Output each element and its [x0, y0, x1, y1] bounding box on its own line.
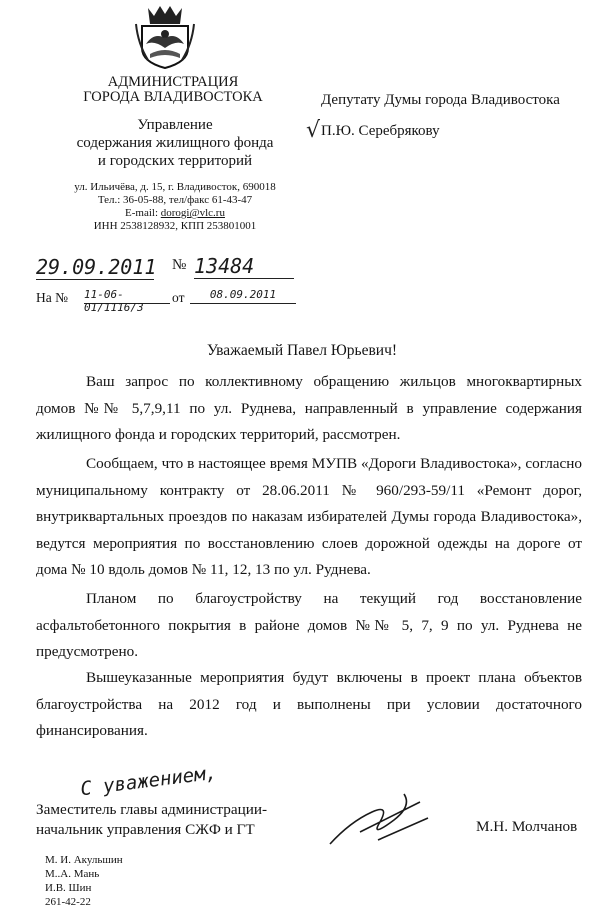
org-title: АДМИНИСТРАЦИЯ	[107, 74, 239, 90]
address: ул. Ильичёва, д. 15, г. Владивосток, 690018	[74, 181, 276, 193]
executor-phone: 261-42-22	[45, 896, 91, 908]
signer-name: М.Н. Молчанов	[476, 818, 578, 835]
reference-date: 08.09.2011	[190, 288, 296, 304]
recipient-title: Депутату Думы города Владивостока	[321, 92, 560, 108]
handwritten-regards: С уважением,	[79, 761, 219, 801]
registration-date: 29.09.2011	[36, 255, 157, 279]
registration-number-label: №	[172, 257, 187, 273]
paragraph-1: Ваш запрос по коллективному обращению жильцов многоквартирных домов №№ 5,7,9,11 по ул. Руднева, направленный в управление содержания жилищного фонда и городских территорий, рассмотрен.	[36, 373, 582, 443]
phone: Тел.: 36-05-88, тел/факс 61-43-47	[97, 194, 253, 206]
department-line-1: Управление	[137, 117, 213, 133]
paragraph-2: Сообщаем, что в настоящее время МУПВ «Дороги Владивостока», согласно муниципальному контракту от 28.06.2011 № 960/293-59/11 «Ремонт дорог, внутриквартальных проездов по наказам избирателей Думы города Владивостока», ведутся мероприятия по восстановлению слоев дорожной одежды на дороге от дома № 10 вдоль домов № 11, 12, 13 по ул. Руднева.	[36, 455, 582, 578]
reference-date-label: от	[172, 290, 185, 305]
signer-position-2: начальник управления СЖФ и ГТ	[36, 821, 255, 838]
check-mark-icon: √	[306, 118, 321, 143]
executor-3: И.В. Шин	[45, 882, 92, 894]
recipient-name: П.Ю. Серебрякову	[321, 123, 440, 139]
reference-label: На №	[36, 290, 68, 305]
registration-number: 13484	[194, 254, 294, 279]
signer-position-1: Заместитель главы администрации-	[36, 801, 268, 818]
signature-icon	[320, 782, 440, 854]
department-line-3: и городских территорий	[97, 153, 253, 169]
paragraph-3: Планом по благоустройству на текущий год восстановление асфальтобетонного покрытия в районе домов №№ 5, 7, 9 по ул. Руднева не предусмотрено.	[36, 590, 582, 660]
email-line	[50, 207, 300, 221]
executor-1: М. И. Акульшин	[45, 854, 123, 866]
org-subtitle: ГОРОДА ВЛАДИВОСТОКА	[83, 89, 263, 105]
executor-2: М..А. Мань	[45, 868, 100, 880]
paragraph-4: Вышеуказанные мероприятия будут включены в проект плана объектов благоустройства на 2012 год и выполнены при условии достаточного финансирования.	[36, 669, 582, 739]
inn-kpp: ИНН 2538128932, КПП 253801001	[93, 220, 257, 232]
department-line-2: содержания жилищного фонда	[76, 135, 274, 151]
email-label: E-mail:	[125, 207, 161, 219]
salutation: Уважаемый Павел Юрьевич!	[206, 342, 398, 359]
coat-of-arms-icon	[134, 4, 196, 70]
reference-number: 11-06-01/1116/3	[84, 288, 170, 304]
email-link[interactable]: dorogi@vlc.ru	[160, 207, 225, 219]
